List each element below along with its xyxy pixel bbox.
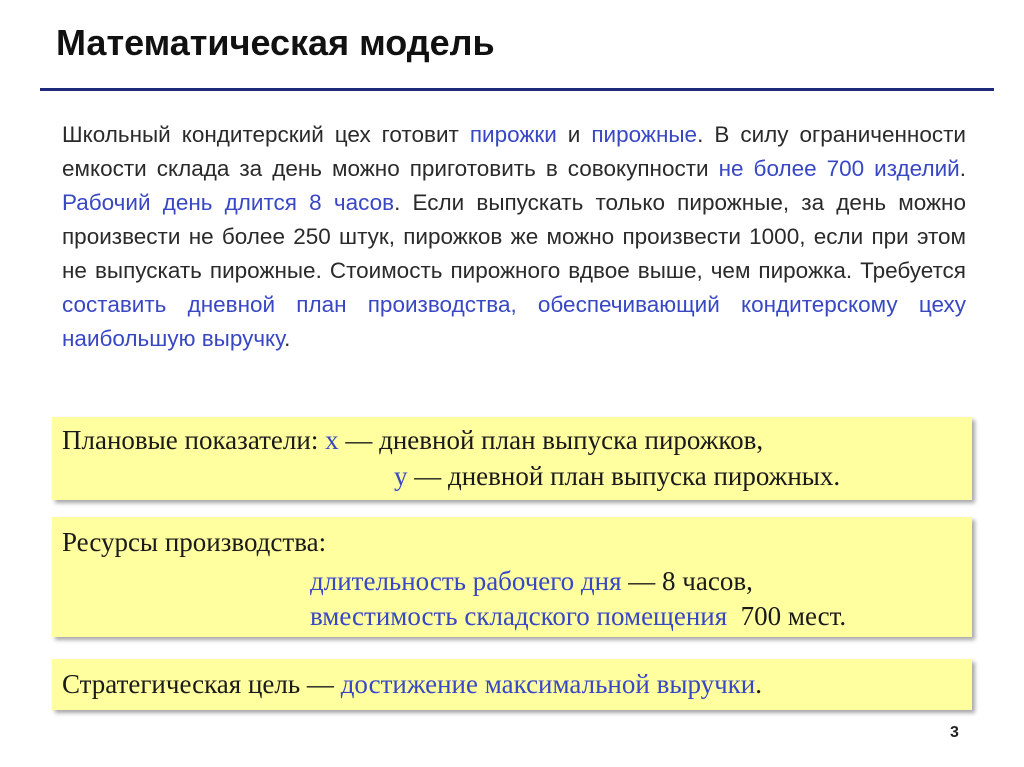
variable-y-description: — дневной план выпуска пирожных. <box>407 461 841 491</box>
resource-workday-value: — 8 часов, <box>621 566 753 596</box>
goal-highlight: достижение максимальной выручки <box>340 669 756 699</box>
resource-storage-line <box>310 601 846 632</box>
page-number: 3 <box>950 724 959 741</box>
resource-storage-label: вместимость складского помещения <box>310 601 728 631</box>
planned-indicators-box <box>52 417 972 500</box>
paragraph-highlight-capacity: не более 700 изделий <box>718 156 960 181</box>
indicators-line-y <box>394 461 840 492</box>
paragraph-text-4: . <box>959 156 966 181</box>
indicators-line-x <box>62 425 763 456</box>
variable-y: y <box>394 461 408 491</box>
paragraph-highlight-goal: составить дневной план производства, обеспечивающий кондитерскому цеху наибольшую выручку <box>62 292 966 351</box>
resource-workday-label: длительность рабочего дня <box>310 566 622 596</box>
strategic-goal-box <box>52 659 972 710</box>
resources-label: Ресурсы производства: <box>62 527 327 557</box>
resource-workday-line <box>310 566 753 597</box>
slide-title: Математическая модель <box>56 22 495 63</box>
production-resources-box <box>52 517 972 637</box>
problem-paragraph <box>62 118 966 356</box>
paragraph-text-2: и <box>556 122 592 147</box>
title-underline <box>40 88 994 91</box>
paragraph-text-5: . Если выпускать только пирожные, за день можно произвести не более 250 штук, пирожков же можно произвести 1000, если при этом не выпускать пирожные. Стоимость пирожного вдвое выше, чем пирожка. Требуется <box>62 190 966 283</box>
paragraph-highlight-workday: Рабочий день длится 8 часов <box>62 190 395 215</box>
variable-x-description: — дневной план выпуска пирожков, <box>338 425 764 455</box>
variable-x: x <box>325 425 339 455</box>
indicators-label: Плановые показатели: <box>62 425 326 455</box>
paragraph-text-1: Школьный кондитерский цех готовит <box>62 122 470 147</box>
paragraph-highlight-cakes: пирожные <box>591 122 698 147</box>
goal-line <box>62 669 762 700</box>
goal-end: . <box>755 669 762 699</box>
paragraph-text-6: . <box>284 326 291 351</box>
paragraph-text-3: . В силу ограниченности емкости склада за день можно приготовить в совокупности <box>62 122 966 181</box>
paragraph-highlight-pies: пирожки <box>469 122 557 147</box>
goal-label: Стратегическая цель — <box>62 669 341 699</box>
resource-storage-value: 700 мест. <box>727 601 847 631</box>
